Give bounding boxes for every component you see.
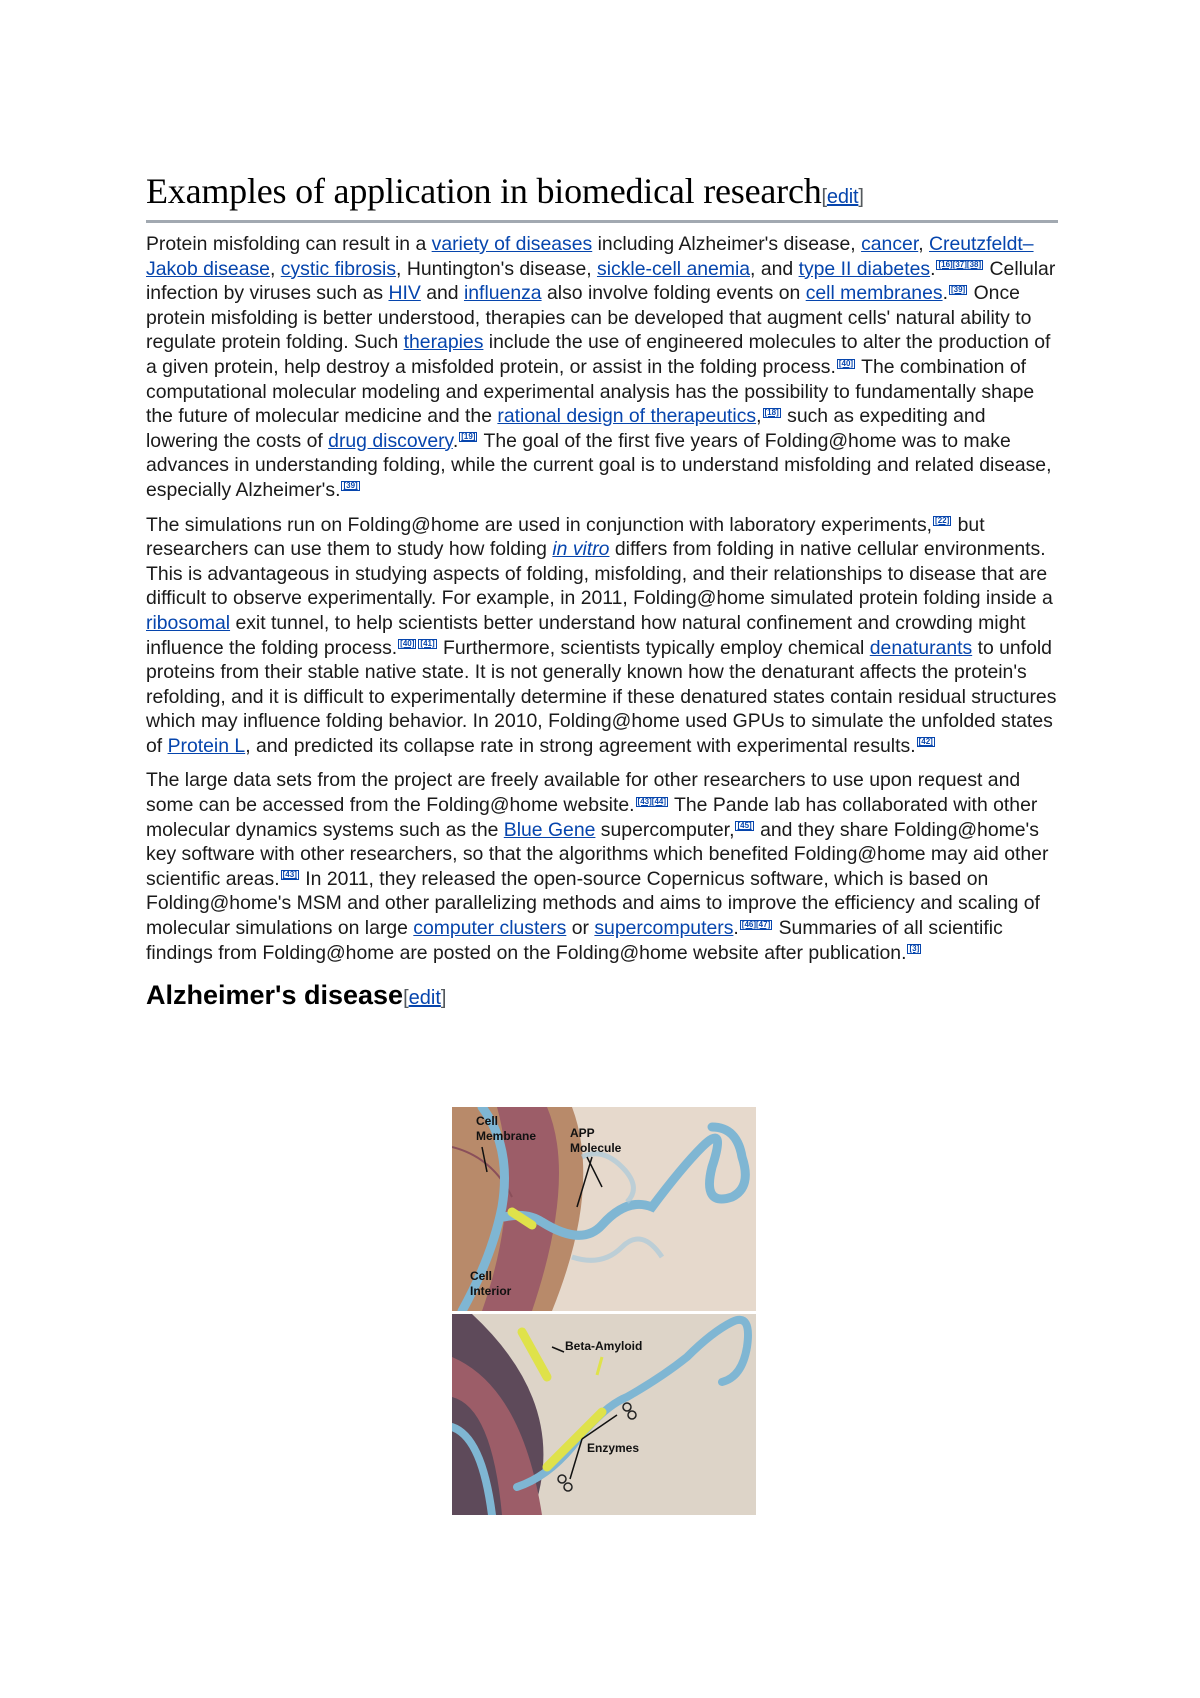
paragraph-text: and <box>420 282 464 305</box>
paragraph-text: exit tunnel, to help scientists better understand how natural confinement and crowding might influence the folding process. <box>146 611 1026 659</box>
paragraph-text: The simulations run on Folding@home are used in conjunction with laboratory experiments, <box>146 513 933 536</box>
section-edit-link: [edit] <box>821 186 864 208</box>
citation-link[interactable]: [43] <box>282 870 297 880</box>
citation-link[interactable]: [40] <box>838 358 854 368</box>
paragraph-text: , <box>918 233 929 255</box>
label-cell-interior-2: Interior <box>470 1284 512 1298</box>
citation-link[interactable]: [43][44] <box>637 796 666 806</box>
citation-link[interactable]: [42] <box>918 737 933 747</box>
paragraph-text: The goal of the first five years of Folding@home was to make advances in understanding folding, while the current goal is to understand misfolding and related disease, especially Alzheimer's. <box>146 429 1052 501</box>
inline-link[interactable]: rational design of therapeutics <box>497 405 757 428</box>
paragraph-text: including Alzheimer's disease, <box>592 233 862 255</box>
paragraph-text: Furthermore, scientists typically employ chemical <box>437 636 870 659</box>
paragraph-text: Once protein misfolding is better understood, therapies can be developed that augment cells' natural ability to regulate protein folding. Such <box>146 282 1032 354</box>
inline-link[interactable]: supercomputers <box>594 917 734 940</box>
inline-link[interactable]: HIV <box>388 282 421 305</box>
paragraph-1 <box>146 232 1058 503</box>
inline-link[interactable]: Blue Gene <box>503 818 596 841</box>
paragraph-text: differs from folding in native cellular environments. This is advantageous in studying aspects of folding, misfolding, and their relationships to disease that are difficult to observe experimentally. For example, in 2011, Folding@home simulated protein folding inside a <box>146 538 1053 610</box>
label-cell-interior-1: Cell <box>470 1269 493 1283</box>
amyloid-illustration <box>452 1107 756 1515</box>
citation-link[interactable]: [22] <box>935 516 950 526</box>
paragraph-text: The Pande lab has collaborated with other molecular dynamics systems such as the <box>146 794 1038 841</box>
paragraph-text: to unfold proteins from their stable native state. It is not generally known how the denaturant affects the protein's refolding, and it is difficult to experimentally determine if these denatured states contain residual structures which may influence folding behavior. In 2010, Folding@home used GPUs to simulate the unfolded states of <box>146 636 1057 757</box>
paragraph-text: , <box>756 405 762 428</box>
citation-link[interactable]: [39] <box>343 481 358 491</box>
paragraph-text: , and predicted its collapse rate in strong agreement with experimental results. <box>245 734 916 757</box>
paragraph-text: Protein misfolding can result in a <box>146 233 432 255</box>
paragraph-2 <box>146 513 1058 759</box>
paragraph-text: . <box>733 917 739 940</box>
panel-beta-amyloid <box>452 1314 756 1515</box>
paragraph-text: or <box>566 917 595 940</box>
inline-link[interactable]: sickle-cell anemia <box>597 257 751 280</box>
paragraph-text: The large data sets from the project are freely available for other researchers to use upon request and some can be accessed from the Folding@home website. <box>146 769 1021 817</box>
article-content <box>146 170 1058 1014</box>
inline-link[interactable]: influenza <box>463 282 542 305</box>
label-app-1: APP <box>570 1126 595 1140</box>
label-app-2: Molecule <box>570 1141 622 1155</box>
alzheimers-heading-text: Alzheimer's disease <box>146 980 404 1011</box>
label-cell-membrane-2: Membrane <box>476 1129 537 1143</box>
paragraph-text: . <box>942 282 948 305</box>
inline-link[interactable]: cystic fibrosis <box>280 257 397 280</box>
paragraph-text: , <box>269 257 281 280</box>
paragraph-text: but researchers can use them to study how folding <box>146 513 985 561</box>
section-heading <box>146 170 1058 223</box>
inline-link[interactable]: therapies <box>403 331 484 354</box>
citation-link[interactable]: [41] <box>420 639 435 649</box>
citation-link[interactable]: [45] <box>737 821 752 831</box>
paragraph-text: supercomputer, <box>595 818 735 841</box>
paragraph-text: , Huntington's disease, <box>396 257 598 280</box>
label-cell-membrane-1: Cell <box>476 1114 499 1128</box>
inline-link[interactable]: variety of diseases <box>431 233 593 255</box>
citation-link[interactable]: [18] <box>764 407 779 417</box>
panel-app-molecule <box>452 1107 756 1311</box>
citation-link[interactable]: [46][47] <box>741 919 771 929</box>
paragraph-text: also involve folding events on <box>541 282 806 305</box>
subsection-edit-link: [edit] <box>403 987 447 1010</box>
citation-link[interactable]: [19] <box>461 432 476 442</box>
paragraph-text: Summaries of all scientific findings from Folding@home are posted on the Folding@home website after publication. <box>146 917 1003 964</box>
inline-link[interactable]: computer clusters <box>413 917 567 940</box>
paragraph-text: , and <box>750 257 799 280</box>
edit-link-alzheimers[interactable]: edit <box>408 987 441 1010</box>
inline-link[interactable]: in vitro <box>552 538 610 561</box>
inline-link[interactable]: drug discovery <box>328 429 453 452</box>
citation-link[interactable]: [3] <box>909 944 920 954</box>
inline-link[interactable]: Creutzfeldt–Jakob disease <box>146 233 1034 280</box>
inline-link[interactable]: ribosomal <box>146 611 231 634</box>
citation-link[interactable]: [39] <box>950 284 966 294</box>
inline-link[interactable]: cancer <box>861 233 919 255</box>
inline-link[interactable]: cell membranes <box>805 282 943 305</box>
paragraph-3 <box>146 768 1058 965</box>
paragraph-text: Cellular infection by viruses such as <box>146 257 1056 305</box>
paragraph-text: The combination of computational molecular modeling and experimental analysis has the possibility to fundamentally shape the future of molecular medicine and the <box>146 355 1035 428</box>
paragraph-text: . <box>930 257 936 280</box>
citation-link[interactable]: [40] <box>400 639 415 649</box>
citation-link[interactable]: [16][37][38] <box>938 260 982 270</box>
edit-link[interactable]: edit <box>826 186 859 208</box>
paragraph-text: such as expediting and lowering the costs of <box>146 405 986 452</box>
paragraph-text: In 2011, they released the open-source Copernicus software, which is based on Folding@home's MSM and other parallelizing methods and aims to improve the efficiency and scaling of molecular simulations on large <box>146 867 1040 940</box>
inline-link[interactable]: Protein L <box>167 734 246 757</box>
alzheimers-heading <box>146 979 1058 1014</box>
label-beta-amyloid: Beta-Amyloid <box>565 1339 643 1353</box>
paragraph-text: include the use of engineered molecules to alter the production of a given protein, help destroy a misfolded protein, or assist in the folding process. <box>146 331 1051 378</box>
inline-link[interactable]: type II diabetes <box>798 257 931 280</box>
inline-link[interactable]: denaturants <box>869 636 973 659</box>
label-enzymes: Enzymes <box>587 1441 640 1455</box>
section-heading-text: Examples of application in biomedical research <box>146 171 822 211</box>
paragraph-text: . <box>452 429 459 452</box>
paragraph-text: and they share Folding@home's key software with other researchers, so that the algorithms which benefited Folding@home may aid other scientific areas. <box>146 818 1049 890</box>
